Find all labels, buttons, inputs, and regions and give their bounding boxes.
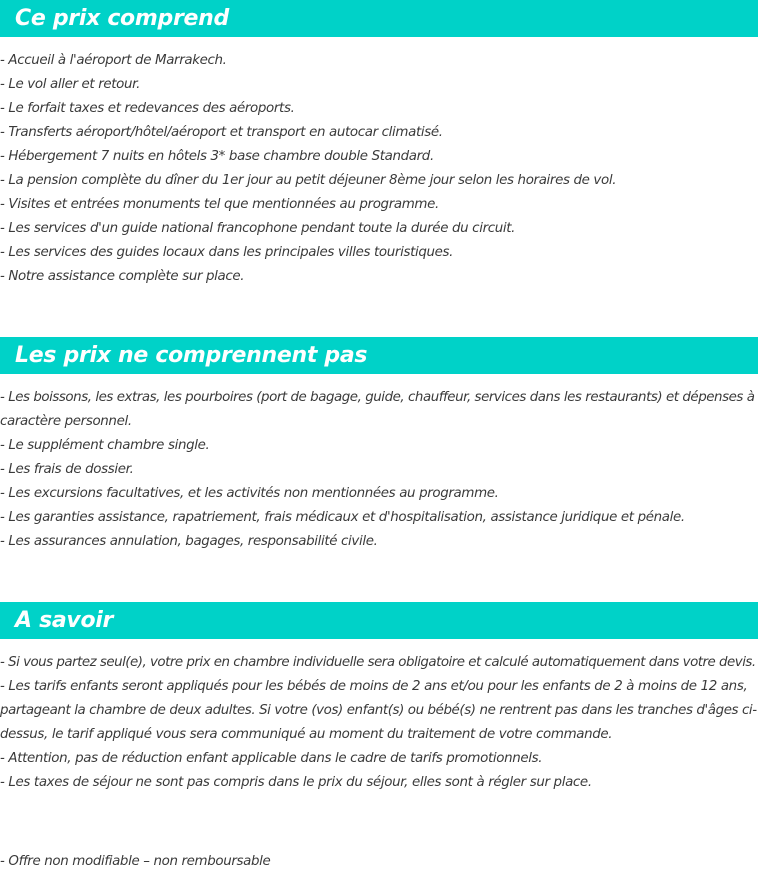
list-item: - Hébergement 7 nuits en hôtels 3* base chambre double Standard. [0,149,434,164]
section-title: A savoir [15,608,114,633]
list-item: - La pension complète du dîner du 1er jour au petit déjeuner 8ème jour selon les horaires de vol. [0,173,617,188]
section-good-to-know [0,602,758,795]
list-item: - Visites et entrées monuments tel que mentionnées au programme. [0,197,439,212]
list-item: - Les garanties assistance, rapatriement, frais médicaux et d'hospitalisation, assistance juridique et pénale. [0,510,685,525]
section-title: Ce prix comprend [15,6,229,31]
section-body [0,374,758,554]
section-body [0,37,758,289]
list-item: - Le forfait taxes et redevances des aéroports. [0,101,295,116]
list-item: - Les taxes de séjour ne sont pas compris dans le prix du séjour, elles sont à régler sur place. [0,775,592,790]
section-price-includes [0,0,758,289]
list-item: - Notre assistance complète sur place. [0,269,245,284]
list-item: - Si vous partez seul(e), votre prix en chambre individuelle sera obligatoire et calculé automatiquement dans votre devis. [0,655,756,670]
list-item: - Le vol aller et retour. [0,77,140,92]
list-item: - Les tarifs enfants seront appliqués pour les bébés de moins de 2 ans et/ou pour les enfants de 2 à moins de 12 ans, [0,679,748,694]
list-item: caractère personnel. [0,414,132,429]
section-body [0,639,758,795]
list-item: - Transferts aéroport/hôtel/aéroport et transport en autocar climatisé. [0,125,443,140]
section-price-excludes [0,337,758,554]
list-item: - Attention, pas de réduction enfant applicable dans le cadre de tarifs promotionnels. [0,751,543,766]
list-item: - Les boissons, les extras, les pourboires (port de bagage, guide, chauffeur, services dans les restaurants) et dépenses à [0,390,755,405]
section-header [0,337,758,374]
list-item: dessus, le tarif appliqué vous sera communiqué au moment du traitement de votre commande. [0,727,613,742]
section-header [0,602,758,639]
list-item: - Les services des guides locaux dans les principales villes touristiques. [0,245,454,260]
section-header [0,0,758,37]
list-item: - Accueil à l'aéroport de Marrakech. [0,53,227,68]
list-item: - Les services d'un guide national francophone pendant toute la durée du circuit. [0,221,516,236]
list-item: - Les frais de dossier. [0,462,134,477]
list-item: partageant la chambre de deux adultes. Si votre (vos) enfant(s) ou bébé(s) ne rentrent pas dans les tranches d'âges ci- [0,703,757,718]
list-item: - Les excursions facultatives, et les activités non mentionnées au programme. [0,486,499,501]
offer-note: - Offre non modifiable – non remboursable [0,854,271,869]
list-item: - Les assurances annulation, bagages, responsabilité civile. [0,534,378,549]
list-item: - Le supplément chambre single. [0,438,210,453]
section-title: Les prix ne comprennent pas [15,343,368,368]
